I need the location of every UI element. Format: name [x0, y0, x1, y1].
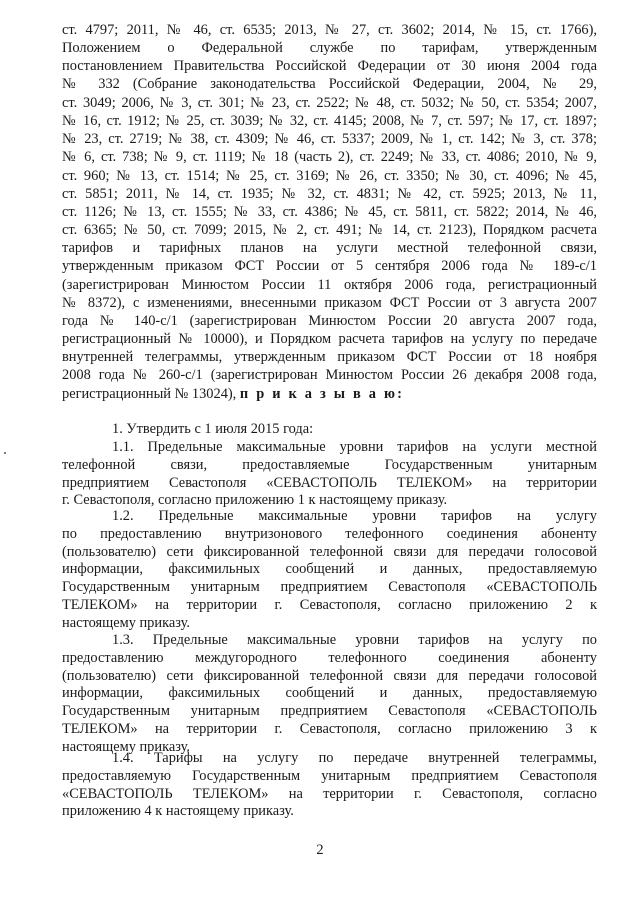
order-line-prefix: регистрационный № 13024), [62, 386, 237, 402]
item-1-4-line: 1.4. Тарифы на услугу по передаче внутренней телеграммы, [112, 750, 597, 766]
preamble-line: ст. 5851; 2011, № 14, ст. 1935; № 32, ст. 4831; № 42, ст. 5925; 2013, № 11, [62, 186, 597, 202]
item-1-2-line: (пользователю) сети фиксированной телефонной связи для передачи голосовой [62, 543, 597, 560]
preamble-line: года № 140-с/1 (зарегистрирован Минюстом России 20 августа 2007 года, [62, 313, 597, 329]
preamble-line: постановлением Правительства Российской Федерации от 30 июня 2004 года [62, 58, 597, 74]
preamble-line: внутренней телеграммы, утвержденным приказом ФСТ России от 18 ноября [62, 349, 597, 365]
item-1-2-line: ТЕЛЕКОМ» на территории г. Севастополя, согласно приложению 2 к [62, 597, 597, 613]
item-1-3-line: Государственным унитарным предприятием Севастополя «СЕВАСТОПОЛЬ [62, 703, 597, 720]
preamble-line: № 332 (Собрание законодательства Российской Федерации, 2004, № 29, [62, 76, 597, 92]
item-1-2-line: настоящему приказу. [62, 614, 190, 631]
item-1-1-line: предприятием Севастополя «СЕВАСТОПОЛЬ ТЕЛЕКОМ» на территории [62, 474, 597, 491]
preamble-line: Положением о Федеральной службе по тарифам, утвержденным [62, 40, 597, 56]
item-1-4-line: предоставляемую Государственным унитарным предприятием Севастополя [62, 767, 597, 784]
order-line [62, 386, 597, 403]
item-1-1-line: телефонной связи, предоставляемые Государственным унитарным [62, 456, 597, 473]
item-1-2-line: 1.2. Предельные максимальные уровни тарифов на услугу [112, 508, 597, 524]
preamble-line: № 6, ст. 738; № 9, ст. 1119; № 18 (часть 2), ст. 2249; № 33, ст. 4086; 2010, № 9, [62, 149, 597, 165]
item-1-3-line: 1.3. Предельные максимальные уровни тарифов на услугу по [112, 632, 597, 648]
item-1-4-line: приложению 4 к настоящему приказу. [62, 803, 294, 820]
preamble-line: ст. 1126; № 13, ст. 1555; № 33, ст. 4386; № 45, ст. 5811, ст. 5822; 2014, № 46, [62, 204, 597, 220]
scan-speck [4, 452, 6, 454]
item-1-3-line: (пользователю) сети фиксированной телефонной связи для передачи голосовой [62, 667, 597, 684]
item-1-3-line: настоящему приказу. [62, 738, 190, 755]
preamble-line: ст. 3049; 2006, № 3, ст. 301; № 23, ст. 2522; № 48, ст. 5032; № 50, ст. 5354; 2007, [62, 95, 597, 111]
item-1-2-line: информации, факсимильных сообщений и данных, предоставляемую [62, 561, 597, 578]
item-1-2-line: Государственным унитарным предприятием Севастополя «СЕВАСТОПОЛЬ [62, 579, 597, 596]
preamble-line: № 8372), с изменениями, внесенными приказом ФСТ России от 3 августа 2007 [62, 295, 597, 311]
item-1-3-line: ТЕЛЕКОМ» на территории г. Севастополя, согласно приложению 3 к [62, 721, 597, 737]
preamble-line: тарифов и тарифных планов на услуги местной телефонной связи, [62, 240, 597, 256]
preamble-line: 2008 года № 260-с/1 (зарегистрирован Минюстом России 26 декабря 2008 года, [62, 367, 597, 383]
item-1-1-line: г. Севастополя, согласно приложению 1 к настоящему приказу. [62, 492, 448, 509]
preamble-line: ст. 960; № 13, ст. 1514; № 25, ст. 3169; № 26, ст. 3350; № 30, ст. 4096; № 45, [62, 168, 597, 184]
item-1-2-line: по предоставлению внутризонового телефонного соединения абоненту [62, 525, 597, 542]
preamble-line: утвержденным приказом ФСТ России от 5 сентября 2006 года № 189-с/1 [62, 258, 597, 274]
preamble-line: ст. 6365; № 50, ст. 7099; 2015, № 2, ст. 491; № 14, ст. 2123), Порядком расчета [62, 222, 597, 238]
order-word: п р и к а з ы в а ю: [239, 386, 405, 402]
page-number: 2 [316, 842, 324, 858]
preamble-line: (зарегистрирован Минюстом России 11 октября 2006 года, регистрационный [62, 277, 597, 293]
item-1-4-line: «СЕВАСТОПОЛЬ ТЕЛЕКОМ» на территории г. Севастополя, согласно [62, 785, 597, 802]
preamble-line: регистрационный № 10000), и Порядком расчета тарифов на услугу по передаче [62, 331, 597, 347]
preamble-line: ст. 4797; 2011, № 46, ст. 6535; 2013, № 27, ст. 3602; 2014, № 15, ст. 1766), [62, 22, 597, 38]
preamble-line: № 16, ст. 1912; № 25, ст. 3039; № 32, ст. 4145; 2008, № 7, ст. 597; № 17, ст. 1897; [62, 113, 597, 129]
item-1-3-line: информации, факсимильных сообщений и данных, предоставляемую [62, 685, 597, 702]
preamble-line: № 23, ст. 2719; № 38, ст. 4309; № 46, ст. 5337; 2009, № 1, ст. 142; № 3, ст. 378; [62, 131, 597, 147]
item-1-1-line: 1.1. Предельные максимальные уровни тарифов на услуги местной [112, 439, 597, 455]
item-1: 1. Утвердить с 1 июля 2015 года: [112, 421, 314, 437]
item-1-3-line: предоставлению междугородного телефонного соединения абоненту [62, 649, 597, 666]
